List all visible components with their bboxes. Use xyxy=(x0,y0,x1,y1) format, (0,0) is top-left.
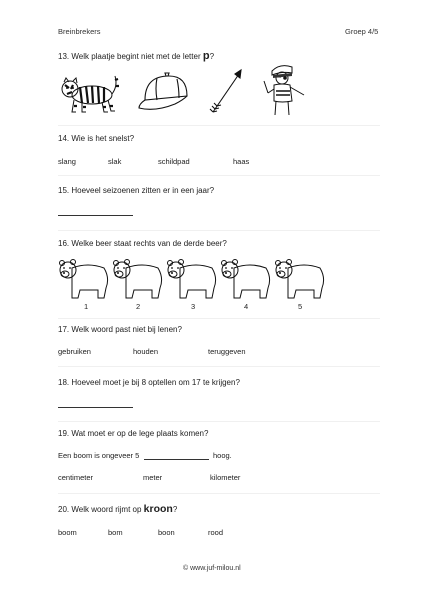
question-20-text: 20. Welk woord rijmt op xyxy=(58,505,144,514)
cap-picture[interactable] xyxy=(135,70,193,114)
question-20-word: kroon xyxy=(143,503,173,515)
question-13-text: 13. Welk plaatje begint niet met de letter xyxy=(58,52,203,61)
bear-number-4: 4 xyxy=(244,302,249,311)
answer-line-19[interactable] xyxy=(144,459,209,460)
option-bom[interactable]: bom xyxy=(108,528,123,537)
question-13-letter: p xyxy=(202,50,210,62)
option-haas[interactable]: haas xyxy=(233,157,250,166)
question-19-sentence-start: Een boom is ongeveer 5 xyxy=(58,451,140,460)
question-19-text: 19. Wat moet er op de lege plaats komen? xyxy=(58,429,209,438)
answer-line-18[interactable] xyxy=(58,407,133,408)
header-group: Groep 4/5 xyxy=(345,27,379,36)
separator xyxy=(58,318,380,319)
bear-number-3: 3 xyxy=(191,302,196,311)
tiger-picture[interactable] xyxy=(58,70,120,116)
bear-picture-2[interactable] xyxy=(112,258,164,300)
question-14-text: 14. Wie is het snelst? xyxy=(58,134,135,143)
question-20-end: ? xyxy=(172,505,178,514)
option-kilometer[interactable]: kilometer xyxy=(210,473,241,482)
bear-picture-1[interactable] xyxy=(58,258,110,300)
question-18-text: 18. Hoeveel moet je bij 8 optellen om 17 te krijgen? xyxy=(58,378,240,387)
separator xyxy=(58,366,380,367)
option-centimeter[interactable]: centimeter xyxy=(58,473,94,482)
question-13-end: ? xyxy=(209,52,215,61)
bear-picture-3[interactable] xyxy=(166,258,218,300)
separator xyxy=(58,125,380,126)
pirate-picture[interactable] xyxy=(262,63,310,117)
arrow-picture[interactable] xyxy=(207,68,247,116)
question-16-text: 16. Welke beer staat rechts van de derde beer? xyxy=(58,239,227,248)
separator xyxy=(58,230,380,231)
option-boom[interactable]: boom xyxy=(58,528,77,537)
question-19-sentence-end: hoog. xyxy=(213,451,232,460)
option-schildpad[interactable]: schildpad xyxy=(158,157,190,166)
footer-copyright: © www.juf-milou.nl xyxy=(183,565,241,572)
question-17-text: 17. Welk woord past niet bij lenen? xyxy=(58,325,182,334)
option-slak[interactable]: slak xyxy=(108,157,122,166)
option-teruggeven[interactable]: teruggeven xyxy=(208,347,246,356)
option-houden[interactable]: houden xyxy=(133,347,159,356)
option-boon[interactable]: boon xyxy=(158,528,175,537)
option-rood[interactable]: rood xyxy=(208,528,224,537)
separator xyxy=(58,175,380,176)
question-13 xyxy=(58,50,214,62)
separator xyxy=(58,421,380,422)
option-gebruiken[interactable]: gebruiken xyxy=(58,347,91,356)
bear-picture-4[interactable] xyxy=(220,258,272,300)
bear-number-1: 1 xyxy=(84,302,89,311)
question-15-text: 15. Hoeveel seizoenen zitten er in een jaar? xyxy=(58,186,215,195)
separator xyxy=(58,493,380,494)
answer-line-15[interactable] xyxy=(58,215,133,216)
question-20 xyxy=(58,503,177,515)
bear-number-2: 2 xyxy=(136,302,141,311)
bear-number-5: 5 xyxy=(298,302,303,311)
option-meter[interactable]: meter xyxy=(143,473,163,482)
bear-picture-5[interactable] xyxy=(274,258,326,300)
header-title: Breinbrekers xyxy=(58,27,101,36)
option-slang[interactable]: slang xyxy=(58,157,76,166)
